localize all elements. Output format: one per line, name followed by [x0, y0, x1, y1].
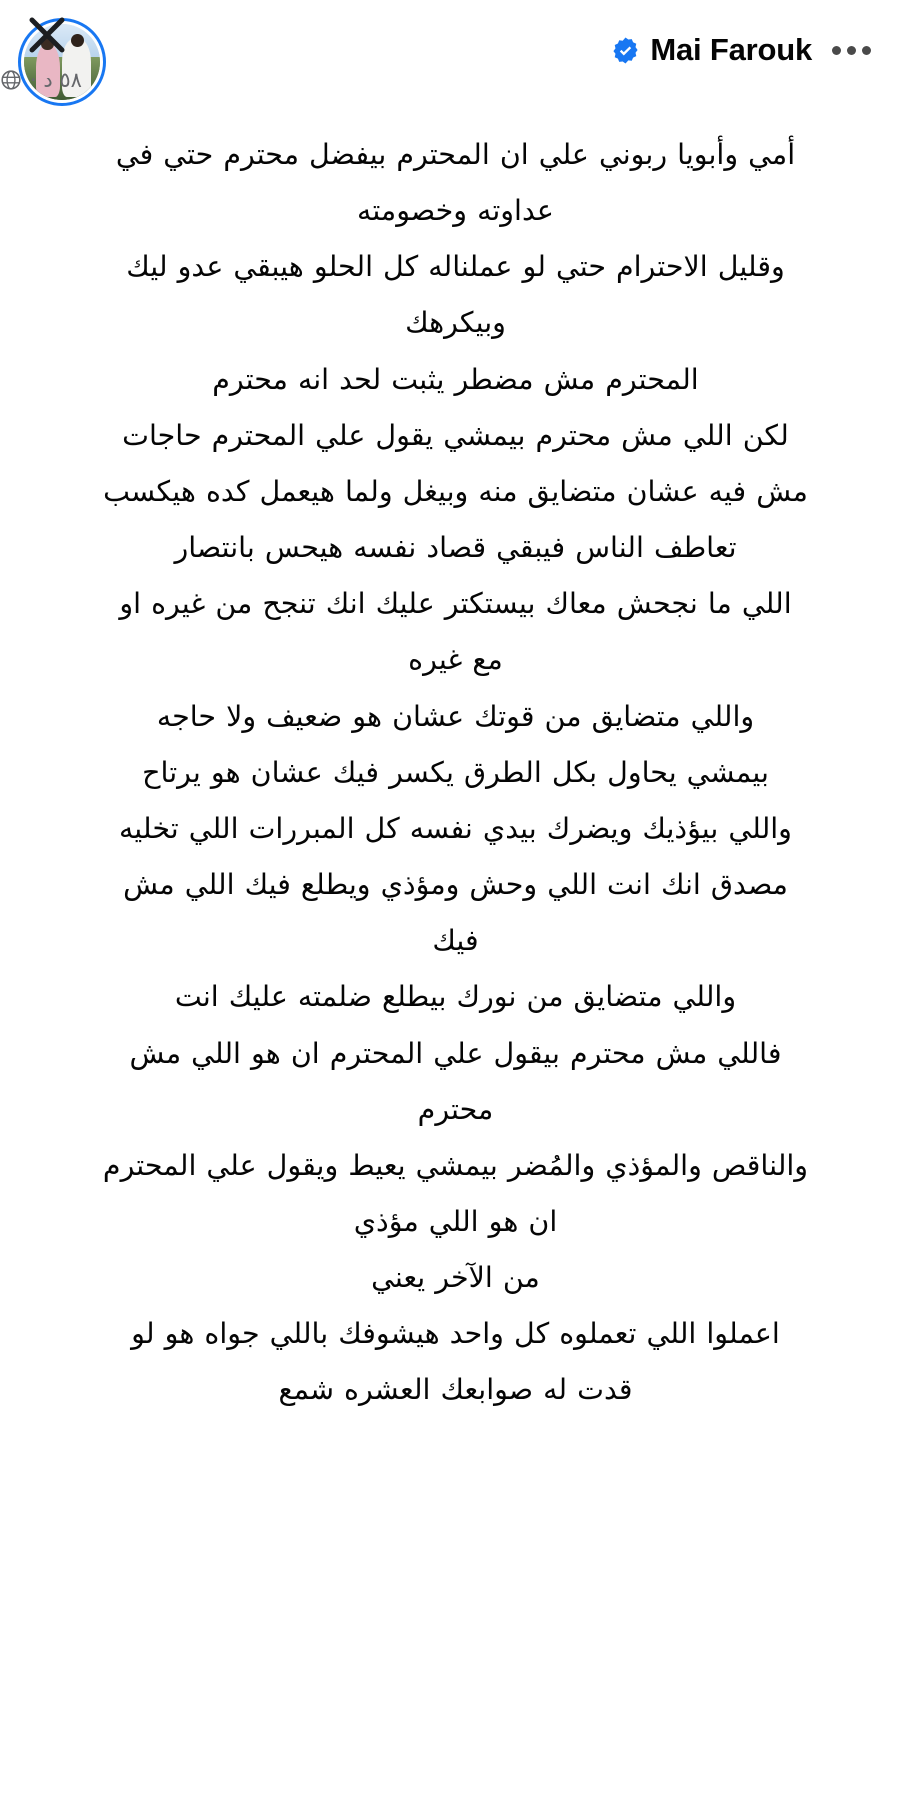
- close-glyph: [26, 14, 68, 56]
- profile-name-row[interactable]: [611, 32, 812, 68]
- post-line: مصدق انك انت اللي وحش ومؤذي ويطلع فيك اللي مش: [123, 868, 788, 902]
- post-line: والناقص والمؤذي والمُضر بيمشي يعيط ويقول علي المحترم: [102, 1148, 809, 1182]
- post-meta: [0, 68, 911, 92]
- dot-3: [832, 46, 841, 55]
- post-line: مش فيه عشان متضايق منه وبيغل ولما هيعمل كده هيكسب: [103, 474, 808, 508]
- post-line: واللي بيؤذيك ويضرك بيدي نفسه كل المبررات اللي تخليه: [119, 811, 792, 845]
- post-line: بيمشي يحاول بكل الطرق يكسر فيك عشان هو يرتاح: [142, 755, 769, 789]
- post-line: وبيكرهك: [405, 306, 506, 340]
- verified-badge-icon: [611, 36, 640, 65]
- dot-2: [847, 46, 856, 55]
- post-line: المحترم مش مضطر يثبت لحد انه محترم: [212, 362, 699, 396]
- post-line: تعاطف الناس فيبقي قصاد نفسه هيحس بانتصار: [174, 531, 737, 565]
- post-line: فاللي مش محترم بيقول علي المحترم ان هو اللي مش: [129, 1036, 782, 1070]
- more-options-icon[interactable]: [832, 46, 871, 55]
- post-line: وقليل الاحترام حتي لو عملناله كل الحلو هيبقي عدو ليك: [126, 250, 785, 284]
- post-line: محترم: [417, 1092, 494, 1126]
- post-text-body: [0, 120, 911, 1464]
- post-line: واللي متضايق من نورك بيطلع ضلمته عليك انت: [174, 980, 737, 1014]
- post-line: من الآخر يعني: [371, 1261, 540, 1295]
- close-icon[interactable]: [20, 8, 74, 62]
- dot-1: [862, 46, 871, 55]
- post-header: [0, 0, 911, 120]
- post-line: قدت له صوابعك العشره شمع: [278, 1373, 633, 1407]
- post-line: اعملوا اللي تعملوه كل واحد هيشوفك باللي جواه هو لو: [131, 1317, 780, 1351]
- post-line: مع غيره: [408, 643, 503, 677]
- post-line: لكن اللي مش محترم بيمشي يقول علي المحترم حاجات: [122, 418, 789, 452]
- post-line: أمي وأبويا ربوني علي ان المحترم بيفضل محترم حتي في: [115, 138, 796, 171]
- post-line: عداوته وخصومته: [357, 194, 554, 228]
- page-title: Mai Farouk: [650, 32, 812, 67]
- post-line: فيك: [432, 924, 479, 958]
- post-timestamp: ٥٨ د ·: [30, 68, 82, 92]
- post-line: ان هو اللي مؤذي: [353, 1204, 558, 1238]
- header-center: [106, 14, 893, 68]
- globe-icon: [0, 69, 22, 91]
- post-line: واللي متضايق من قوتك عشان هو ضعيف ولا حاجه: [156, 699, 755, 733]
- post-line: اللي ما نجحش معاك بيستكتر عليك انك تنجح من غيره او: [119, 587, 792, 621]
